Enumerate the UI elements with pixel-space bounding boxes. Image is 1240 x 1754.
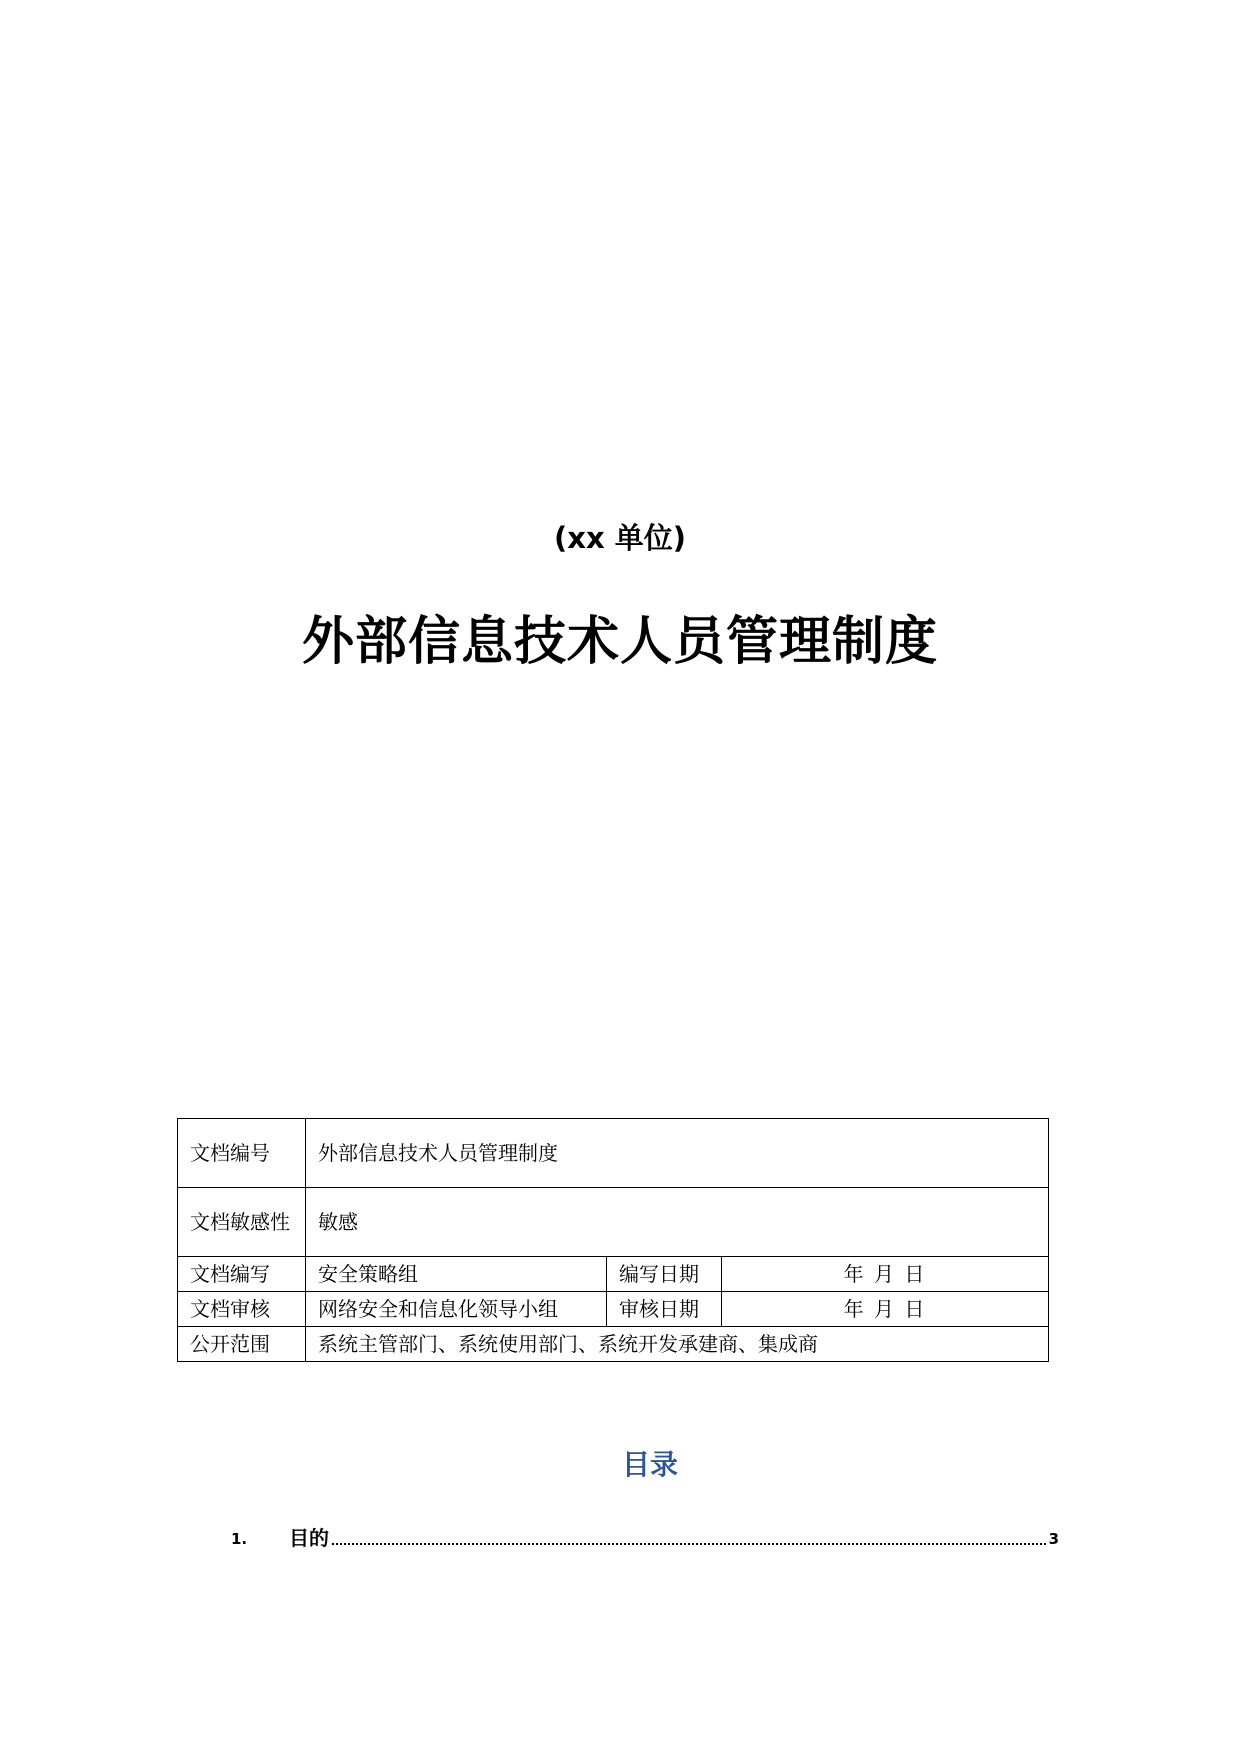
table-row [178, 1188, 1049, 1257]
toc-entry-page: 3 [1048, 1530, 1059, 1548]
review-date-value: 年 月 日 [722, 1292, 1049, 1327]
toc-dot-leader [332, 1543, 1046, 1545]
disclosure-scope-label: 公开范围 [178, 1327, 306, 1362]
table-row [178, 1119, 1049, 1188]
toc-entry-number: 1. [231, 1530, 248, 1548]
doc-reviewer-value: 网络安全和信息化领导小组 [306, 1292, 607, 1327]
review-date-label: 审核日期 [607, 1292, 722, 1327]
toc-entry[interactable] [231, 1522, 1059, 1552]
table-row [178, 1257, 1049, 1292]
table-row [178, 1327, 1049, 1362]
doc-sensitivity-value: 敏感 [306, 1188, 1049, 1257]
organization-name: (xx 单位) [553, 521, 686, 555]
table-row [178, 1292, 1049, 1327]
doc-author-value: 安全策略组 [306, 1257, 607, 1292]
toc-heading: 目录 [621, 1448, 678, 1481]
document-info-table [177, 1118, 1049, 1362]
write-date-label: 编写日期 [607, 1257, 722, 1292]
toc-entry-text: 目的 [289, 1526, 329, 1550]
write-date-value: 年 月 日 [722, 1257, 1049, 1292]
doc-reviewer-label: 文档审核 [178, 1292, 306, 1327]
document-title: 外部信息技术人员管理制度 [301, 612, 938, 672]
disclosure-scope-value: 系统主管部门、系统使用部门、系统开发承建商、集成商 [306, 1327, 1049, 1362]
doc-author-label: 文档编写 [178, 1257, 306, 1292]
doc-number-label: 文档编号 [178, 1119, 306, 1188]
doc-number-value: 外部信息技术人员管理制度 [306, 1119, 1049, 1188]
doc-sensitivity-label: 文档敏感性 [178, 1188, 306, 1257]
